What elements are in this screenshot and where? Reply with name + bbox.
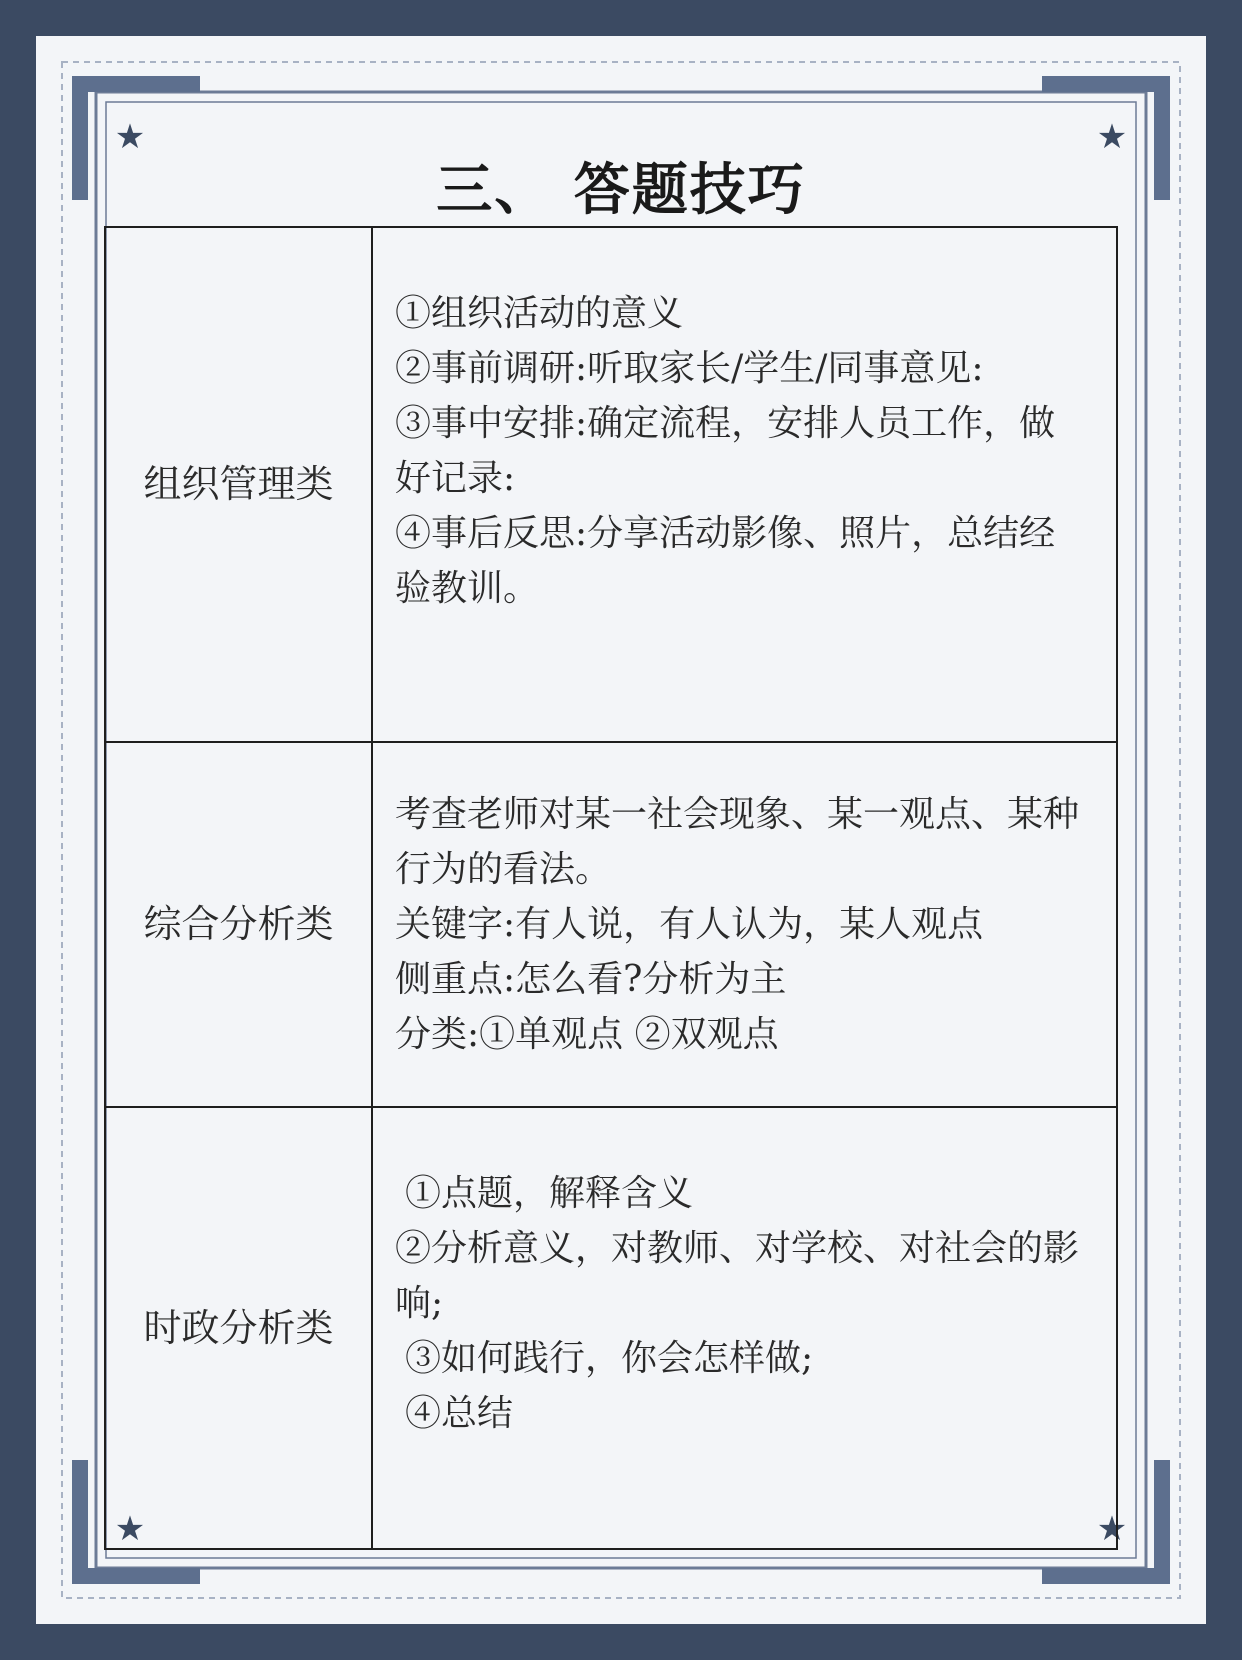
content-line: ②分析意义，对教师、对学校、对社会的影响; [395, 1228, 1080, 1324]
content-line: ①点题，解释含义 [405, 1173, 694, 1214]
content-line: ③事中安排:确定流程，安排人员工作，做好记录: [395, 403, 1056, 499]
page-title: 三、 答题技巧 [436, 157, 806, 223]
category-cell: 时政分析类 [105, 1107, 372, 1549]
svg-text:★: ★ [1096, 117, 1128, 157]
content-line: ④总结 [405, 1393, 514, 1434]
content-cell [372, 742, 1117, 1107]
tips-table [104, 226, 1118, 1550]
content-line: ①组织活动的意义 [395, 293, 684, 334]
table-row [105, 227, 1117, 742]
category-cell: 综合分析类 [105, 742, 372, 1107]
category-cell: 组织管理类 [105, 227, 372, 742]
content-line: 关键字:有人说，有人认为，某人观点 [395, 903, 984, 945]
content-line: ④事后反思:分享活动影像、照片，总结经验教训。 [395, 513, 1056, 609]
table-row [105, 1107, 1117, 1549]
svg-text:★: ★ [114, 117, 146, 157]
content-cell [372, 227, 1117, 742]
content-line: 考查老师对某一社会现象、某一观点、某种行为的看法。 [395, 793, 1080, 890]
svg-text:★: ★ [1096, 1509, 1128, 1549]
svg-text:★: ★ [114, 1509, 146, 1549]
table-row [105, 742, 1117, 1107]
content-cell [372, 1107, 1117, 1549]
content-line: 分类:①单观点 ②双观点 [395, 1013, 779, 1055]
content-line: ③如何践行，你会怎样做; [405, 1338, 814, 1379]
content-line: ②事前调研:听取家长/学生/同事意见: [395, 348, 984, 389]
content-line: 侧重点:怎么看?分析为主 [395, 958, 787, 1000]
